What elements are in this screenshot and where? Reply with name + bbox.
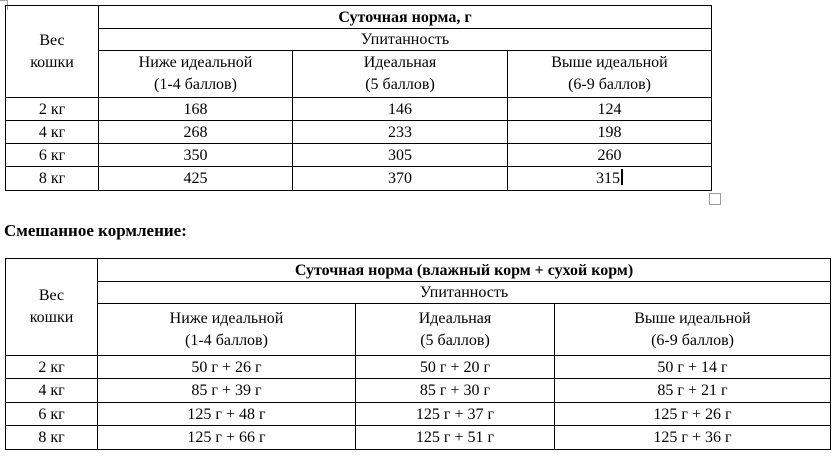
value-cell[interactable]: 425 [99, 167, 293, 191]
weight-header-line: кошки [29, 309, 74, 326]
weight-header-line: Вес [39, 31, 65, 49]
value-cell[interactable]: 370 [293, 167, 508, 191]
value-cell[interactable]: 125 г + 36 г [555, 426, 831, 450]
value-cell[interactable]: 125 г + 66 г [98, 426, 356, 450]
weight-header-cell[interactable] [6, 6, 99, 98]
value-cell[interactable]: 198 [508, 121, 712, 144]
table-row [6, 356, 831, 379]
weight-cell[interactable]: 8 кг [6, 426, 98, 450]
column-header-line: (1-4 баллов) [185, 331, 268, 349]
table-row [6, 121, 712, 144]
mixed-feeding-table [5, 258, 831, 450]
weight-cell[interactable]: 4 кг [6, 379, 98, 403]
value-cell[interactable]: 125 г + 37 г [356, 403, 555, 426]
table-resize-handle[interactable] [709, 193, 721, 205]
value-cell[interactable]: 50 г + 14 г [555, 356, 831, 379]
table-title-cell[interactable]: Суточная норма, г [99, 6, 712, 29]
value-cell[interactable]: 125 г + 26 г [555, 403, 831, 426]
table-row [6, 167, 712, 191]
column-header-line: Идеальная [363, 54, 437, 71]
column-header-line: Выше идеальной [634, 309, 751, 327]
table-title-cell[interactable]: Суточная норма (влажный корм + сухой корм) [98, 259, 831, 282]
value-cell[interactable]: 125 г + 48 г [98, 403, 356, 426]
column-header-line: Ниже идеальной [138, 54, 253, 71]
dry-feeding-table [5, 5, 712, 191]
table-subtitle-cell[interactable]: Упитанность [99, 29, 712, 51]
table-row [6, 426, 831, 450]
column-header-line: Идеальная [418, 309, 492, 327]
value-cell[interactable]: 168 [99, 98, 293, 121]
column-header-line: (6-9 баллов) [651, 331, 734, 349]
weight-cell[interactable]: 6 кг [6, 144, 99, 167]
value-text: 315 [596, 170, 620, 187]
table-row [6, 144, 712, 167]
value-cell[interactable]: 124 [508, 98, 712, 121]
column-header-cell[interactable] [99, 51, 293, 98]
value-cell[interactable]: 85 г + 39 г [98, 379, 356, 403]
weight-cell[interactable]: 2 кг [6, 356, 98, 379]
value-cell[interactable]: 85 г + 30 г [356, 379, 555, 403]
column-header-line: (1-4 баллов) [154, 76, 237, 93]
value-cell[interactable]: 125 г + 51 г [356, 426, 555, 450]
column-header-line: (5 баллов) [365, 76, 435, 93]
weight-cell[interactable]: 4 кг [6, 121, 99, 144]
value-cell[interactable] [508, 167, 712, 191]
weight-header-line: Вес [38, 287, 65, 304]
column-header-line: (6-9 баллов) [568, 76, 651, 93]
weight-cell[interactable]: 2 кг [6, 98, 99, 121]
value-cell[interactable]: 260 [508, 144, 712, 167]
value-cell[interactable]: 50 г + 26 г [98, 356, 356, 379]
table-row [6, 403, 831, 426]
value-cell[interactable]: 146 [293, 98, 508, 121]
weight-header-line: кошки [30, 53, 74, 71]
mixed-feeding-heading[interactable]: Смешанное кормление: [4, 221, 187, 240]
weight-cell[interactable]: 6 кг [6, 403, 98, 426]
column-header-cell[interactable] [293, 51, 508, 98]
column-header-line: Ниже идеальной [169, 309, 284, 327]
weight-cell[interactable]: 8 кг [6, 167, 99, 191]
column-header-cell[interactable] [98, 304, 356, 356]
column-header-cell[interactable] [508, 51, 712, 98]
value-cell[interactable]: 233 [293, 121, 508, 144]
value-cell[interactable]: 268 [99, 121, 293, 144]
value-cell[interactable]: 305 [293, 144, 508, 167]
column-header-line: (5 баллов) [420, 331, 490, 349]
text-cursor [621, 169, 623, 185]
table-row [6, 98, 712, 121]
table-row [6, 379, 831, 403]
column-header-cell[interactable] [356, 304, 555, 356]
weight-header-cell[interactable] [6, 259, 98, 356]
column-header-cell[interactable] [555, 304, 831, 356]
value-cell[interactable]: 85 г + 21 г [555, 379, 831, 403]
table-subtitle-cell[interactable]: Упитанность [98, 282, 831, 304]
value-cell[interactable]: 50 г + 20 г [356, 356, 555, 379]
value-cell[interactable]: 350 [99, 144, 293, 167]
column-header-line: Выше идеальной [551, 54, 668, 71]
